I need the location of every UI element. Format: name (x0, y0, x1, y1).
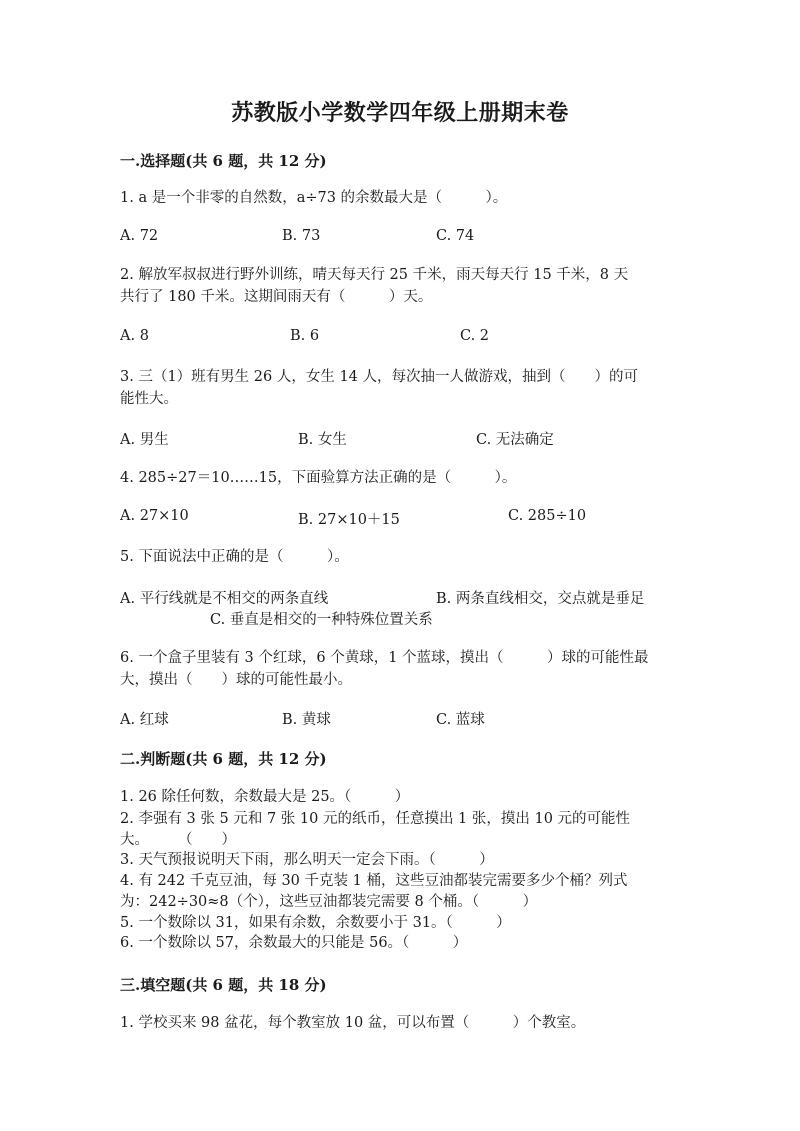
question-2-option-c: C. 2 (460, 328, 490, 344)
judge-line-6: 为：242÷30≈8（个），这些豆油都装完需要 8 个桶。（ ） (120, 894, 538, 910)
judge-line-3: 大。 （ ） (120, 832, 236, 848)
question-2-stem-line-2: 共行了 180 千米。这期间雨天有（ ）天。 (120, 289, 433, 305)
judge-line-7: 5. 一个数除以 31，如果有余数，余数要小于 31。（ ） (120, 915, 511, 931)
question-3-option-c: C. 无法确定 (476, 432, 554, 448)
question-1-option-b: B. 73 (282, 228, 321, 244)
question-4-option-c: C. 285÷10 (508, 508, 587, 524)
question-6-option-a: A. 红球 (120, 712, 169, 728)
page-title: 苏教版小学数学四年级上册期末卷 (231, 100, 569, 126)
question-6-stem-line-2: 大，摸出（ ）球的可能性最小。 (120, 672, 352, 688)
question-4-option-b: B. 27×10＋15 (298, 512, 400, 528)
question-1-option-a: A. 72 (120, 228, 159, 244)
question-5-stem: 5. 下面说法中正确的是（ ）。 (120, 549, 349, 565)
question-3-stem-line-1: 3. 三（1）班有男生 26 人，女生 14 人，每次抽一人做游戏，抽到（ ）的可 (120, 369, 639, 385)
question-2-option-b: B. 6 (290, 328, 320, 344)
question-5-option-c: C. 垂直是相交的一种特殊位置关系 (210, 612, 433, 628)
question-3-option-a: A. 男生 (120, 432, 169, 448)
question-2-stem-line-1: 2. 解放军叔叔进行野外训练，晴天每天行 25 千米，雨天每天行 15 千米，8 天 (120, 267, 629, 283)
judge-line-2: 2. 李强有 3 张 5 元和 7 张 10 元的纸币，任意摸出 1 张，摸出 10 元的可能性 (120, 811, 631, 827)
question-6-option-c: C. 蓝球 (436, 712, 485, 728)
question-6-option-b: B. 黄球 (282, 712, 331, 728)
question-4-stem: 4. 285÷27＝10……15，下面验算方法正确的是（ ）。 (120, 470, 517, 486)
section-heading-judge: 二.判断题(共 6 题，共 12 分) (120, 750, 327, 768)
question-5-option-a: A. 平行线就是不相交的两条直线 (120, 591, 329, 607)
question-5-option-b: B. 两条直线相交，交点就是垂足 (436, 591, 645, 607)
question-3-option-b: B. 女生 (298, 432, 347, 448)
question-3-stem-line-2: 能性大。 (120, 391, 178, 407)
judge-line-4: 3. 天气预报说明天下雨，那么明天一定会下雨。（ ） (120, 852, 494, 868)
judge-line-1: 1. 26 除任何数，余数最大是 25。（ ） (120, 789, 410, 805)
question-2-option-a: A. 8 (120, 328, 149, 344)
judge-line-5: 4. 有 242 千克豆油，每 30 千克装 1 桶，这些豆油都装完需要多少个桶？列式 (120, 873, 628, 889)
judge-line-8: 6. 一个数除以 57，余数最大的只能是 56。（ ） (120, 935, 468, 951)
question-1-option-c: C. 74 (436, 228, 475, 244)
section-heading-fill: 三.填空题(共 6 题，共 18 分) (120, 976, 327, 994)
question-4-option-a: A. 27×10 (120, 508, 189, 524)
question-1-stem: 1. a 是一个非零的自然数，a÷73 的余数最大是（ ）。 (120, 190, 508, 206)
fill-question-1: 1. 学校买来 98 盆花，每个教室放 10 盆，可以布置（ ）个教室。 (120, 1015, 586, 1031)
section-heading-choice: 一.选择题(共 6 题，共 12 分) (120, 152, 327, 170)
question-6-stem-line-1: 6. 一个盒子里装有 3 个红球，6 个黄球，1 个蓝球，摸出（ ）球的可能性最 (120, 650, 649, 666)
